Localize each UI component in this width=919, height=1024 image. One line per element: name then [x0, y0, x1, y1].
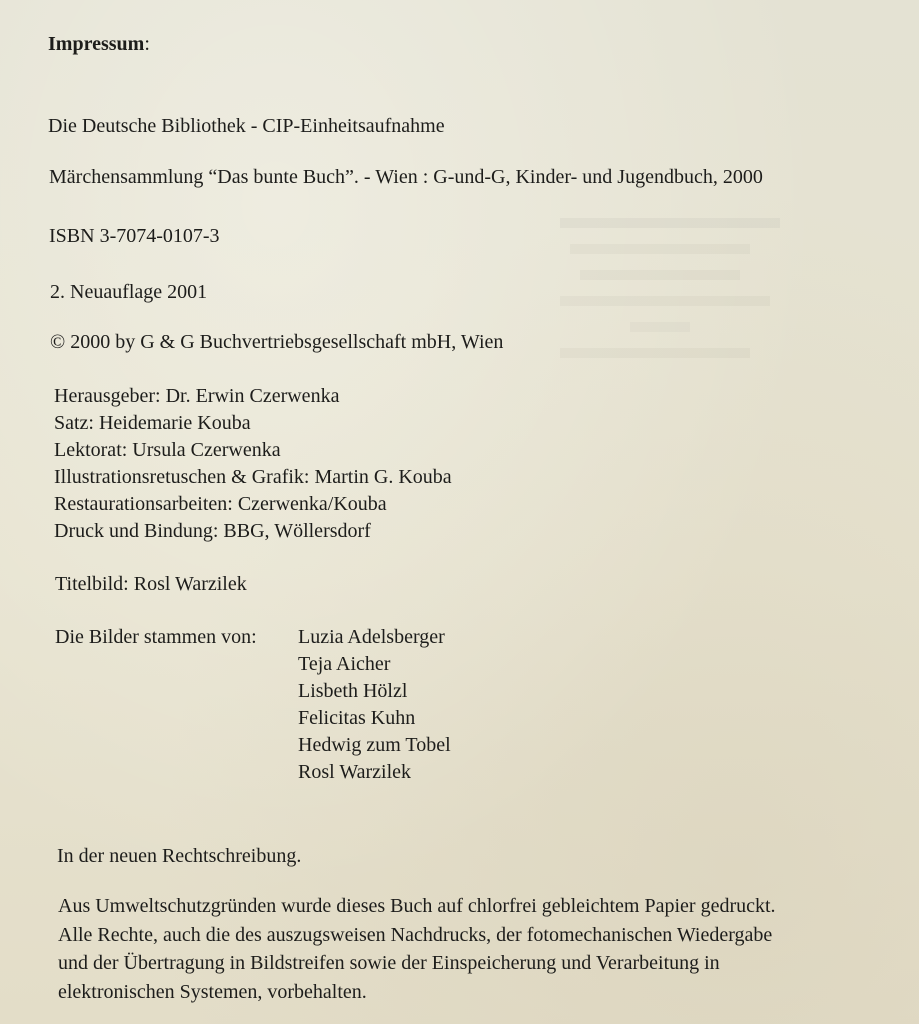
credit-line: Herausgeber: Dr. Erwin Czerwenka — [54, 385, 340, 407]
illustrator-name: Hedwig zum Tobel — [298, 734, 451, 756]
credit-line: Druck und Bindung: BBG, Wöllersdorf — [54, 520, 371, 542]
heading-colon: : — [144, 33, 150, 55]
legal-line: Alle Rechte, auch die des auszugsweisen Nachdrucks, der fotomechanischen Wiedergabe — [58, 923, 773, 946]
title-line: Märchensammlung “Das bunte Buch”. - Wien : G-und-G, Kinder- und Jugendbuch, 2000 — [49, 166, 763, 188]
spelling-note: In der neuen Rechtschreibung. — [57, 845, 302, 867]
illustrator-name: Rosl Warzilek — [298, 761, 411, 783]
illustrator-name: Luzia Adelsberger — [298, 626, 445, 648]
bleed-through-texture — [560, 210, 780, 358]
illustrators-label: Die Bilder stammen von: — [55, 626, 257, 648]
heading-text: Impressum — [48, 33, 145, 55]
credit-line: Lektorat: Ursula Czerwenka — [54, 439, 281, 461]
illustrator-name: Felicitas Kuhn — [298, 707, 416, 729]
cover-image-line: Titelbild: Rosl Warzilek — [55, 573, 247, 595]
isbn-line: ISBN 3-7074-0107-3 — [49, 225, 220, 247]
illustrators-list — [298, 624, 451, 786]
illustrator-name: Teja Aicher — [298, 653, 391, 675]
edition-line: 2. Neuauflage 2001 — [50, 281, 208, 303]
impressum-heading — [48, 32, 150, 56]
cip-line: Die Deutsche Bibliothek - CIP-Einheitsaufnahme — [48, 115, 445, 137]
legal-line: elektronischen Systemen, vorbehalten. — [58, 980, 367, 1003]
legal-line: und der Übertragung in Bildstreifen sowie der Einspeicherung und Verarbeitung in — [58, 952, 720, 974]
copyright-line: © 2000 by G & G Buchvertriebsgesellschaft mbH, Wien — [50, 331, 504, 353]
credit-line: Restaurationsarbeiten: Czerwenka/Kouba — [54, 493, 387, 515]
legal-line: Aus Umweltschutzgründen wurde dieses Buch auf chlorfrei gebleichtem Papier gedruckt. — [58, 895, 776, 917]
credit-line: Satz: Heidemarie Kouba — [54, 412, 251, 434]
legal-paragraph — [58, 892, 776, 1006]
credits-list — [54, 383, 452, 545]
illustrator-name: Lisbeth Hölzl — [298, 680, 408, 702]
credit-line: Illustrationsretuschen & Grafik: Martin G. Kouba — [54, 466, 452, 488]
